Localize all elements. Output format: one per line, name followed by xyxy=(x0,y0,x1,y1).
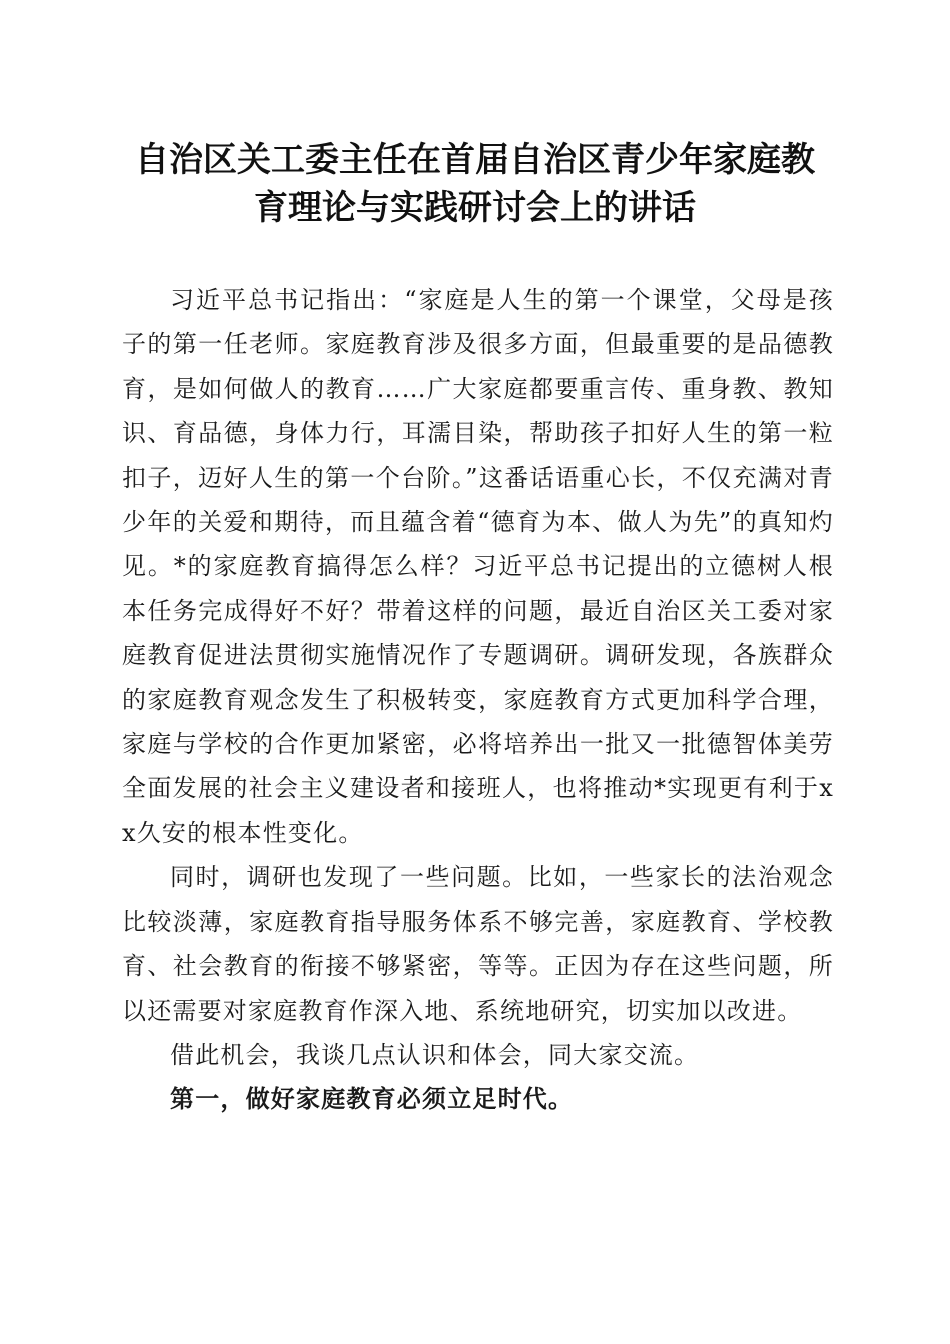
title-line-2: 育理论与实践研讨会上的讲话 xyxy=(254,188,696,228)
document-title xyxy=(100,136,850,232)
title-line-1: 自治区关工委主任在首届自治区青少年家庭教 xyxy=(135,140,815,180)
section-heading-first: 第一，做好家庭教育必须立足时代。 xyxy=(170,1084,574,1114)
paragraph-problems: 同时，调研也发现了一些问题。比如，一些家长的法治观念比较淡薄，家庭教育指导服务体系不够完善，家庭教育、学校教育、社会教育的衔接不够紧密，等等。正因为存在这些问题，所以还需要对家庭教育作深入地、系统地研究，切实加以改进。 xyxy=(122,863,834,1025)
document-body xyxy=(122,278,834,1122)
paragraph-transition: 借此机会，我谈几点认识和体会，同大家交流。 xyxy=(170,1040,700,1069)
paragraph-intro: 习近平总书记指出：“家庭是人生的第一个课堂，父母是孩子的第一任老师。家庭教育涉及很多方面，但最重要的是品德教育，是如何做人的教育……广大家庭都要重言传、重身教、教知识、育品德，身体力行，耳濡目染，帮助孩子扣好人生的第一粒扣子，迈好人生的第一个台阶。”这番话语重心长，不仅充满对青少年的关爱和期待，而且蕴含着“德育为本、做人为先”的真知灼见。*的家庭教育搞得怎么样？习近平总书记提出的立德树人根本任务完成得好不好？带着这样的问题，最近自治区关工委对家庭教育促进法贯彻实施情况作了专题调研。调研发现，各族群众的家庭教育观念发生了积极转变，家庭教育方式更加科学合理，家庭与学校的合作更加紧密，必将培养出一批又一批德智体美劳全面发展的社会主义建设者和接班人，也将推动*实现更有利于xx久安的根本性变化。 xyxy=(122,286,834,847)
